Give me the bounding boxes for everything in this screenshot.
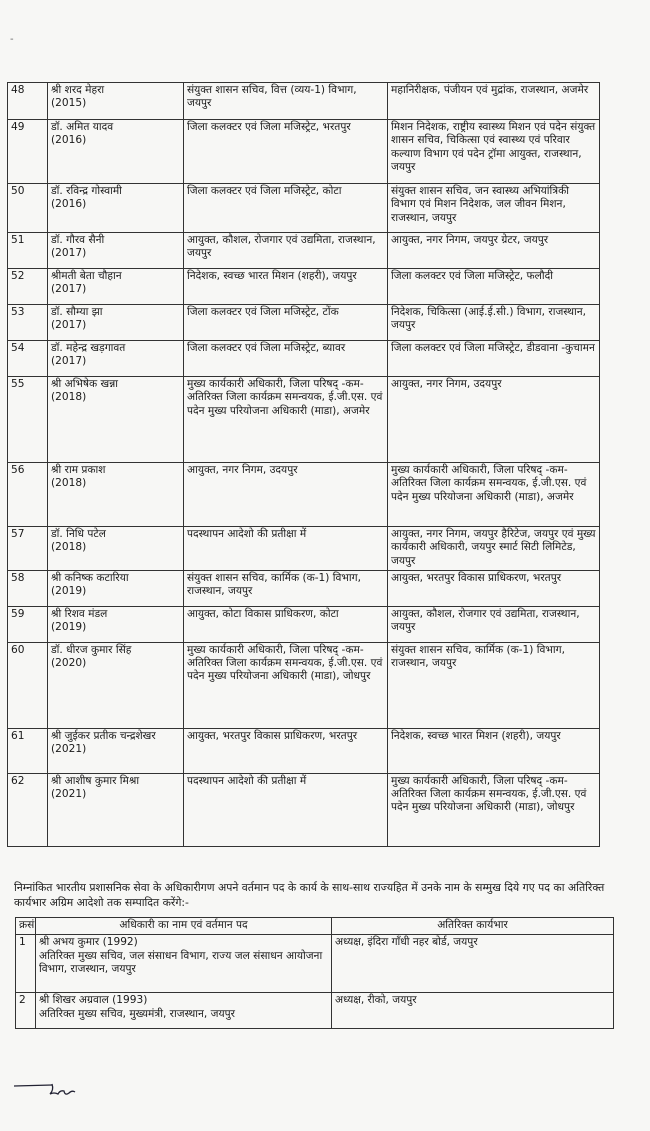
officer-cell: [48, 184, 184, 233]
table-row: [8, 184, 600, 233]
new-post: मुख्य कार्यकारी अधिकारी, जिला परिषद् -कम-अतिरिक्त जिला कार्यक्रम समन्वयक, ई.जी.एस. एवं पदेन मुख्य परियोजना अधिकारी (माडा), जोधपुर: [388, 773, 600, 846]
officer-name: डॉ. धीरज कुमार सिंह: [51, 643, 132, 656]
serial-number: 54: [8, 341, 48, 377]
table-row: [8, 341, 600, 377]
officer-cell: [48, 377, 184, 463]
serial-number: 60: [8, 642, 48, 728]
additional-charge-table: [15, 917, 614, 1029]
table-row: [16, 935, 614, 993]
officer-cell: [36, 993, 332, 1029]
serial-number: 61: [8, 728, 48, 773]
officer-cell: [48, 233, 184, 269]
serial-number: 55: [8, 377, 48, 463]
table-row: [8, 463, 600, 527]
current-post: आयुक्त, कौशल, रोजगार एवं उद्यमिता, राजस्थान, जयपुर: [184, 233, 388, 269]
new-post: आयुक्त, नगर निगम, जयपुर हैरिटेज, जयपुर एवं मुख्य कार्यकारी अधिकारी, जयपुर स्मार्ट सिटी लिमिटेड, जयपुर: [388, 527, 600, 571]
officer-cell: [48, 120, 184, 184]
officer-name: श्री राम प्रकाश: [51, 464, 106, 476]
current-post: जिला कलक्टर एवं जिला मजिस्ट्रेट, ब्यावर: [184, 341, 388, 377]
additional-charge: अध्यक्ष, रीको, जयपुर: [332, 993, 614, 1029]
corner-mark: -: [10, 34, 14, 45]
transfer-table: [7, 82, 600, 847]
current-post: मुख्य कार्यकारी अधिकारी, जिला परिषद् -कम-अतिरिक्त जिला कार्यक्रम समन्वयक, ई.जी.एस. एवं पदेन मुख्य परियोजना अधिकारी (माडा), अजमेर: [184, 377, 388, 463]
additional-charge: अध्यक्ष, इंदिरा गाँधी नहर बोर्ड, जयपुर: [332, 935, 614, 993]
current-post: अतिरिक्त मुख्य सचिव, जल संसाधन विभाग, राज्य जल संसाधन आयोजना विभाग, राजस्थान, जयपुर: [39, 949, 323, 975]
table-row: [8, 773, 600, 846]
serial-number: 49: [8, 120, 48, 184]
current-post: अतिरिक्त मुख्य सचिव, मुख्यमंत्री, राजस्थान, जयपुर: [39, 1007, 236, 1020]
officer-name: श्री अभिषेक खन्ना: [51, 378, 118, 390]
officer-name: श्रीमती बेता चौहान: [51, 270, 122, 282]
current-post: आयुक्त, नगर निगम, उदयपुर: [184, 463, 388, 527]
officer-name: श्री जुईकर प्रतीक चन्द्रशेखर: [51, 729, 156, 742]
current-post: संयुक्त शासन सचिव, कार्मिक (क-1) विभाग, राजस्थान, जयपुर: [184, 570, 388, 606]
table-row: [8, 83, 600, 120]
current-post: आयुक्त, भरतपुर विकास प्राधिकरण, भरतपुर: [184, 728, 388, 773]
current-post: जिला कलक्टर एवं जिला मजिस्ट्रेट, कोटा: [184, 184, 388, 233]
batch-year: (2015): [51, 97, 87, 110]
serial-number: 57: [8, 527, 48, 571]
officer-cell: [48, 606, 184, 642]
header-officer: अधिकारी का नाम एवं वर्तमान पद: [36, 918, 332, 935]
current-post: पदस्थापन आदेशो की प्रतीक्षा में: [184, 527, 388, 571]
officer-name: डॉ. महेन्द्र खड़गावत: [51, 342, 126, 354]
officer-name: डॉ. गौरव सैनी: [51, 234, 105, 246]
officer-name: डॉ. अमित यादव: [51, 121, 114, 133]
table-row: [8, 377, 600, 463]
signature-mark: [12, 1080, 92, 1100]
new-post: संयुक्त शासन सचिव, जन स्वास्थ्य अभियांत्रिकी विभाग एवं मिशन निदेशक, जल जीवन मिशन, राजस्थान, जयपुर: [388, 184, 600, 233]
officer-cell: [48, 305, 184, 341]
officer-cell: [48, 341, 184, 377]
table-row: [8, 269, 600, 305]
officer-cell: [48, 463, 184, 527]
serial-number: 2: [16, 993, 36, 1029]
new-post: निदेशक, चिकित्सा (आई.ई.सी.) विभाग, राजस्थान, जयपुर: [388, 305, 600, 341]
header-serial: क्रसं: [16, 918, 36, 935]
serial-number: 48: [8, 83, 48, 120]
officer-name: श्री अभय कुमार (1992): [39, 936, 138, 949]
current-post: संयुक्त शासन सचिव, वित्त (व्यय-1) विभाग, जयपुर: [184, 83, 388, 120]
batch-year: (2021): [51, 743, 87, 756]
batch-year: (2017): [51, 355, 87, 368]
batch-year: (2019): [51, 585, 87, 598]
serial-number: 58: [8, 570, 48, 606]
signature: [12, 1080, 92, 1100]
serial-number: 62: [8, 773, 48, 846]
table-row: [8, 728, 600, 773]
new-post: आयुक्त, नगर निगम, जयपुर ग्रेटर, जयपुर: [388, 233, 600, 269]
table-row: [8, 642, 600, 728]
officer-name: श्री रिशव मंडल: [51, 607, 108, 620]
current-post: मुख्य कार्यकारी अधिकारी, जिला परिषद् -कम-अतिरिक्त जिला कार्यक्रम समन्वयक, ई.जी.एस. एवं पदेन मुख्य परियोजना अधिकारी (माडा), जोधपुर: [184, 642, 388, 728]
officer-cell: [48, 773, 184, 846]
current-post: जिला कलक्टर एवं जिला मजिस्ट्रेट, भरतपुर: [184, 120, 388, 184]
officer-cell: [36, 935, 332, 993]
new-post: निदेशक, स्वच्छ भारत मिशन (शहरी), जयपुर: [388, 728, 600, 773]
new-post: संयुक्त शासन सचिव, कार्मिक (क-1) विभाग, राजस्थान, जयपुर: [388, 642, 600, 728]
batch-year: (2020): [51, 657, 87, 670]
new-post: मिशन निदेशक, राष्ट्रीय स्वास्थ्य मिशन एवं पदेन संयुक्त शासन सचिव, चिकित्सा एवं स्वास्थ्य एवं परिवार कल्याण विभाग एवं पदेन ट्रॉमा आयुक्त, राजस्थान, जयपुर: [388, 120, 600, 184]
additional-charge-announcement: निम्नांकित भारतीय प्रशासनिक सेवा के अधिकारीगण अपने वर्तमान पद के कार्य के साथ-साथ राज्यहित में उनके नाम के सम्मुख दिये गए पद का अतिरिक्त कार्यभार अग्रिम आदेशो तक सम्पादित करेंगे:-: [14, 881, 605, 909]
officer-name: डॉ. रविन्द्र गोस्वामी: [51, 185, 122, 197]
officer-cell: [48, 83, 184, 120]
officer-name: श्री शिखर अग्रवाल (1993): [39, 994, 148, 1007]
officer-name: श्री आशीष कुमार मिश्रा: [51, 774, 140, 787]
officer-cell: [48, 728, 184, 773]
new-post: आयुक्त, नगर निगम, उदयपुर: [388, 377, 600, 463]
new-post: जिला कलक्टर एवं जिला मजिस्ट्रेट, डीडवाना -कुचामन: [388, 341, 600, 377]
header-additional-charge: अतिरिक्त कार्यभार: [332, 918, 614, 935]
new-post: मुख्य कार्यकारी अधिकारी, जिला परिषद् -कम-अतिरिक्त जिला कार्यक्रम समन्वयक, ई.जी.एस. एवं पदेन मुख्य परियोजना अधिकारी (माडा), अजमेर: [388, 463, 600, 527]
serial-number: 51: [8, 233, 48, 269]
table-row: [8, 233, 600, 269]
table-row: [8, 606, 600, 642]
table-row: [8, 570, 600, 606]
batch-year: (2018): [51, 391, 87, 404]
officer-cell: [48, 642, 184, 728]
batch-year: (2016): [51, 134, 87, 147]
new-post: जिला कलक्टर एवं जिला मजिस्ट्रेट, फलौदी: [388, 269, 600, 305]
table-row: [8, 305, 600, 341]
serial-number: 53: [8, 305, 48, 341]
batch-year: (2017): [51, 247, 87, 260]
officer-cell: [48, 269, 184, 305]
officer-cell: [48, 570, 184, 606]
table-header-row: [16, 918, 614, 935]
serial-number: 59: [8, 606, 48, 642]
officer-cell: [48, 527, 184, 571]
current-post: निदेशक, स्वच्छ भारत मिशन (शहरी), जयपुर: [184, 269, 388, 305]
serial-number: 52: [8, 269, 48, 305]
officer-name: डॉ. सौम्या झा: [51, 306, 103, 318]
serial-number: 50: [8, 184, 48, 233]
serial-number: 1: [16, 935, 36, 993]
current-post: आयुक्त, कोटा विकास प्राधिकरण, कोटा: [184, 606, 388, 642]
batch-year: (2019): [51, 621, 87, 634]
new-post: आयुक्त, कौशल, रोजगार एवं उद्यमिता, राजस्थान, जयपुर: [388, 606, 600, 642]
new-post: महानिरीक्षक, पंजीयन एवं मुद्रांक, राजस्थान, अजमेर: [388, 83, 600, 120]
batch-year: (2018): [51, 541, 87, 554]
batch-year: (2017): [51, 319, 87, 332]
batch-year: (2017): [51, 283, 87, 296]
officer-name: श्री शरद मेहरा: [51, 84, 105, 96]
batch-year: (2016): [51, 198, 87, 211]
table-row: [16, 993, 614, 1029]
table-row: [8, 120, 600, 184]
serial-number: 56: [8, 463, 48, 527]
officer-name: डॉ. निधि पटेल: [51, 528, 106, 540]
new-post: आयुक्त, भरतपुर विकास प्राधिकरण, भरतपुर: [388, 570, 600, 606]
batch-year: (2021): [51, 788, 87, 801]
officer-name: श्री कनिष्क कटारिया: [51, 571, 129, 584]
table-row: [8, 527, 600, 571]
batch-year: (2018): [51, 477, 87, 490]
current-post: पदस्थापन आदेशो की प्रतीक्षा में: [184, 773, 388, 846]
current-post: जिला कलक्टर एवं जिला मजिस्ट्रेट, टोंक: [184, 305, 388, 341]
